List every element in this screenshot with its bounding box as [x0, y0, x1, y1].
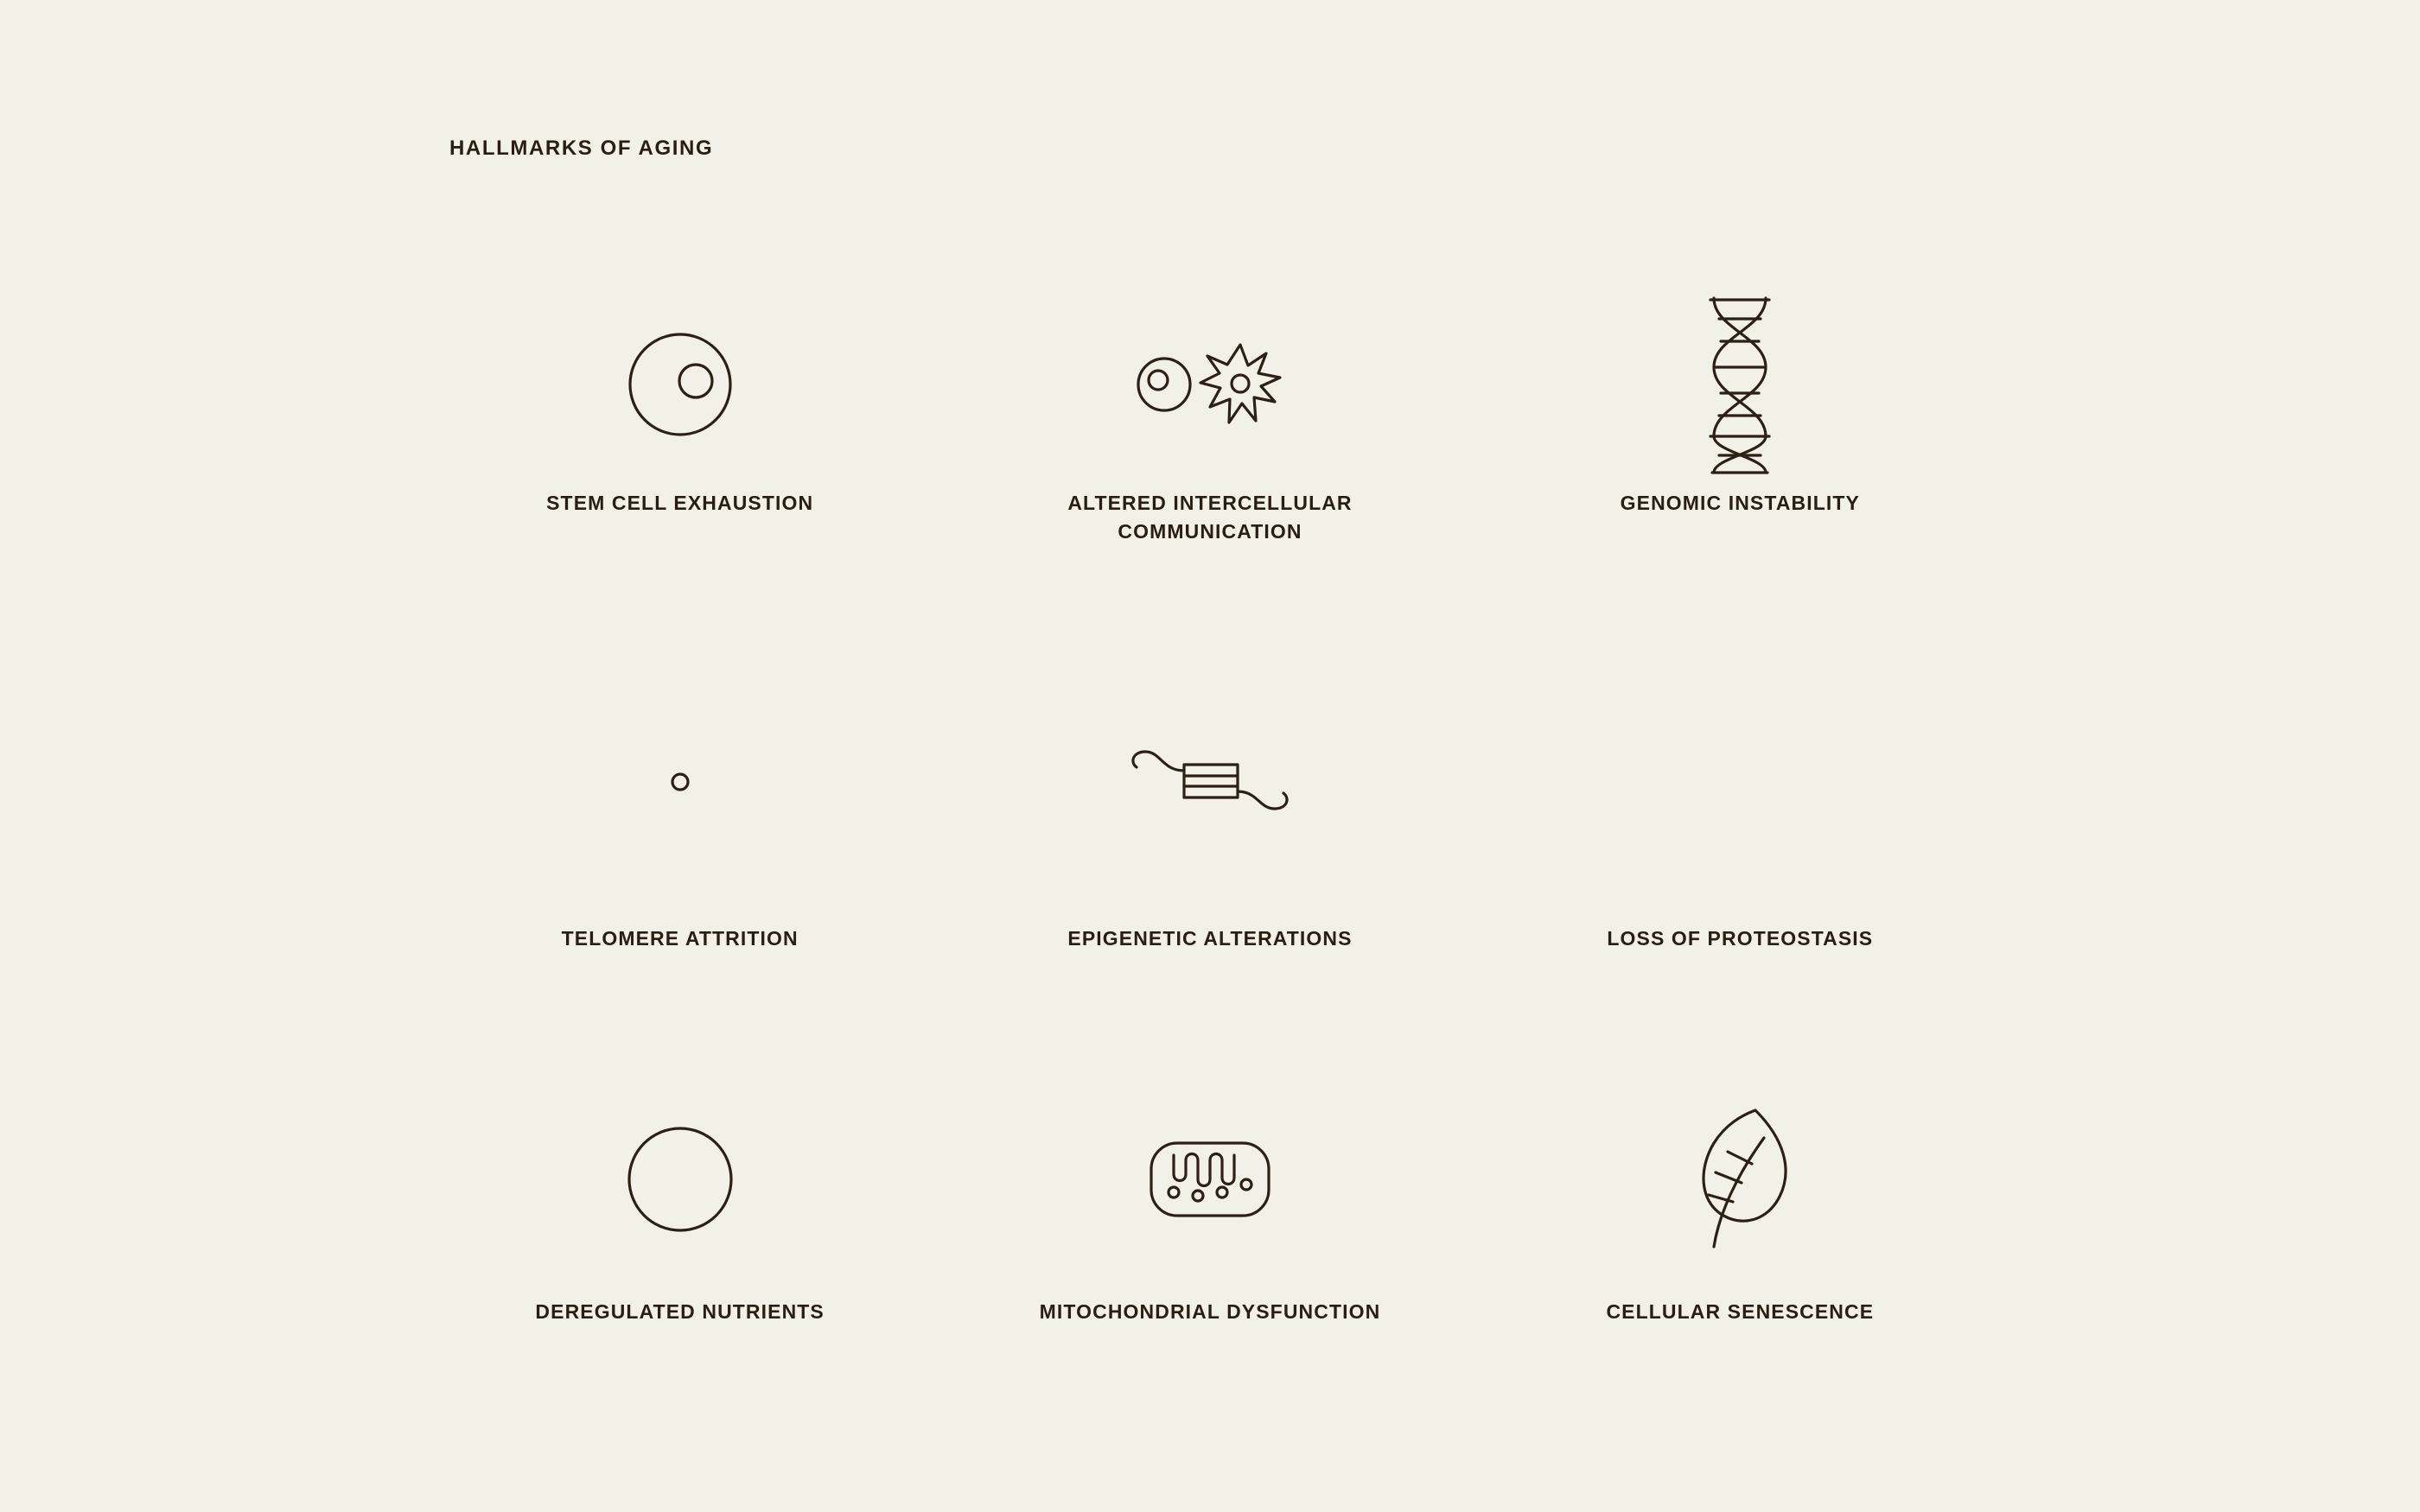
dna-helix-icon: [1640, 285, 1839, 484]
grid-item-label: STEM CELL EXHAUSTION: [546, 492, 814, 514]
page-title: HALLMARKS OF AGING: [449, 137, 714, 160]
grid-item-label: GENOMIC INSTABILITY: [1620, 492, 1860, 514]
grid-item-loss-of-proteostasis: [1475, 657, 2005, 1054]
grid-item-cellular-senescence: [1475, 1054, 2005, 1452]
grid-item-telomere-attrition: [415, 657, 945, 1054]
grid-item-label: DEREGULATED NUTRIENTS: [535, 1300, 825, 1323]
grid-item-label: TELOMERE ATTRITION: [561, 927, 799, 950]
grid-item-label: ALTERED INTERCELLULAR COMMUNICATION: [1067, 492, 1353, 543]
hallmarks-grid: [415, 259, 2005, 1452]
grid-item-altered-intercellular-communication: [945, 259, 1474, 657]
small-dot-icon: [581, 683, 780, 881]
grid-item-epigenetic-alterations: [945, 657, 1474, 1054]
grid-item-label: EPIGENETIC ALTERATIONS: [1067, 927, 1353, 950]
chromatin-spool-icon: [1111, 683, 1309, 881]
grid-item-label: LOSS OF PROTEOSTASIS: [1607, 927, 1874, 950]
grid-item-label: CELLULAR SENESCENCE: [1606, 1300, 1875, 1323]
leaf-icon: [1640, 1080, 1839, 1279]
two-cells-signaling-icon: [1111, 285, 1309, 484]
cell-with-nucleus-icon: [581, 285, 780, 484]
blank-icon: [1640, 683, 1839, 881]
grid-item-genomic-instability: [1475, 259, 2005, 657]
grid-item-stem-cell-exhaustion: [415, 259, 945, 657]
grid-item-mitochondrial-dysfunction: [945, 1054, 1474, 1452]
mitochondrion-icon: [1111, 1080, 1309, 1279]
grid-item-deregulated-nutrients: [415, 1054, 945, 1452]
empty-circle-icon: [581, 1080, 780, 1279]
grid-item-label: MITOCHONDRIAL DYSFUNCTION: [1039, 1300, 1381, 1323]
